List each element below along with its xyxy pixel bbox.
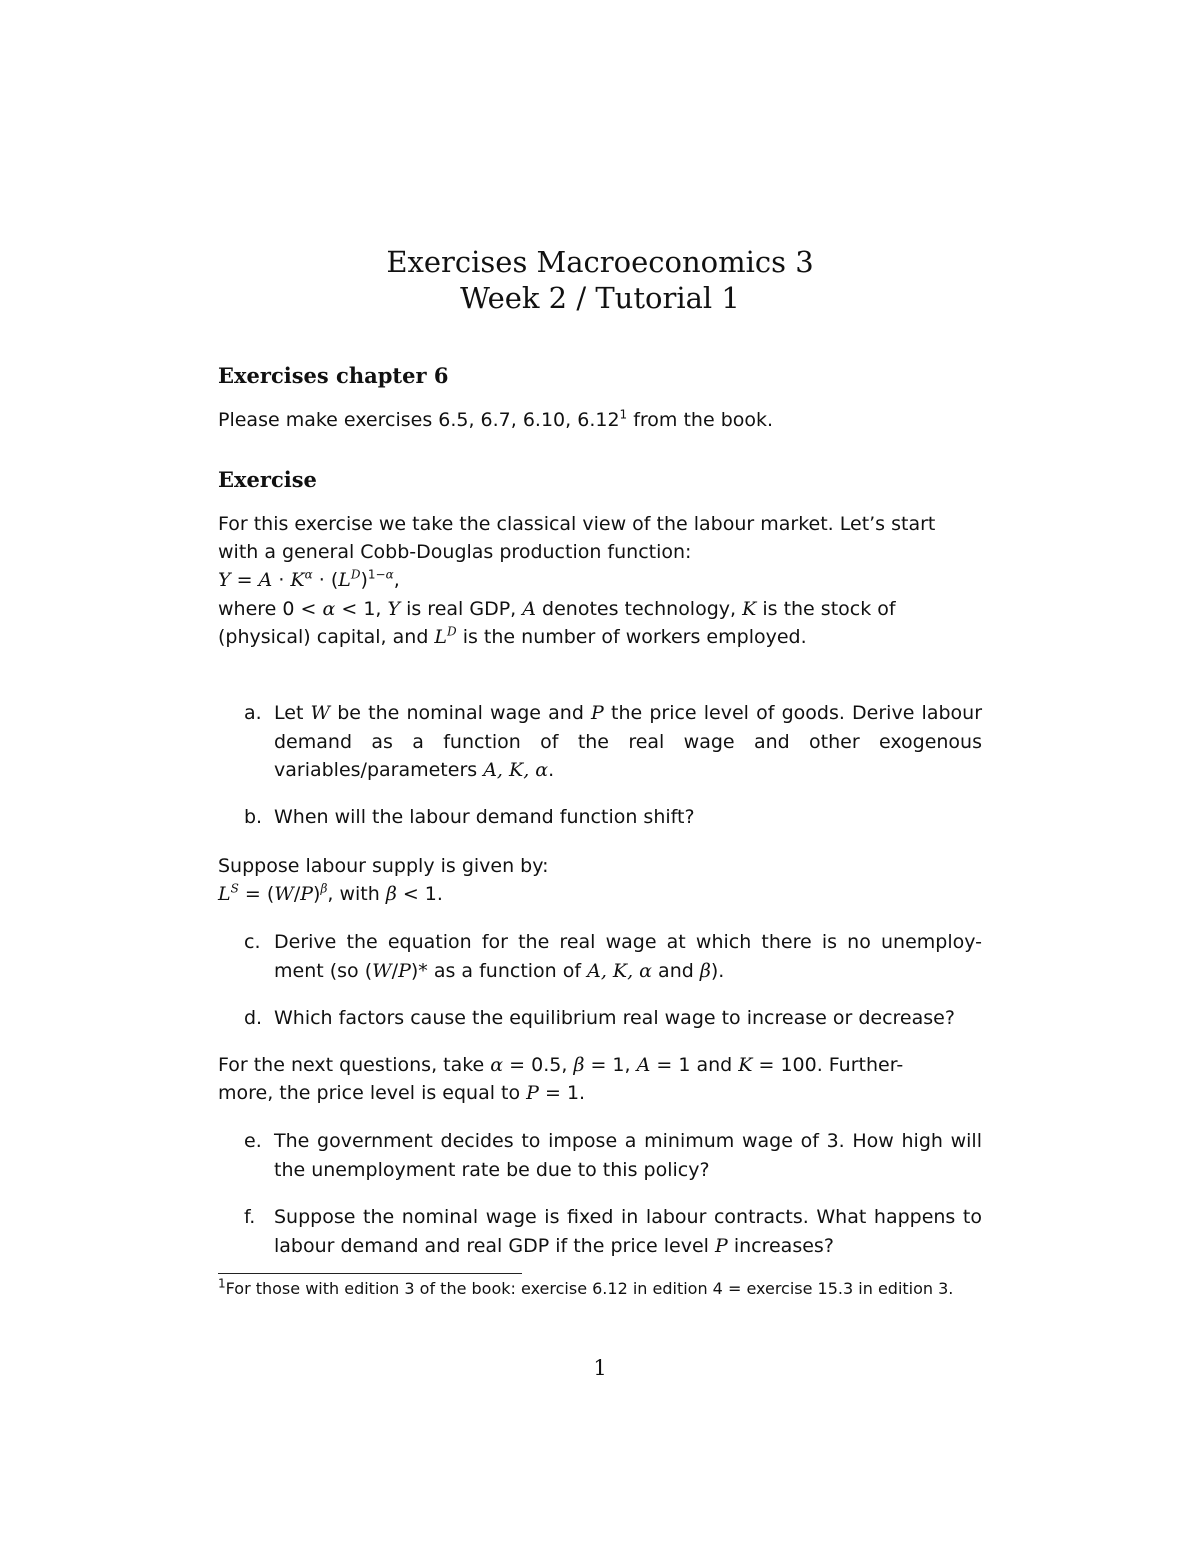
item-label-e: e.: [244, 1130, 262, 1152]
footnote-mark: 1: [218, 1276, 226, 1291]
question-a: Let W be the nominal wage and P the price level of goods. Derive labour demand as a function of the real wage and other exogenous variables/parameters A, K, α.: [274, 702, 983, 781]
parameter-values-line-1: For the next questions, take α = 0.5, β = 1, A = 1 and K = 100. Further-: [218, 1054, 904, 1076]
exercise-intro-line-2: with a general Cobb-Douglas production function:: [218, 541, 692, 563]
item-label-c: c.: [244, 931, 261, 953]
footnote: $^1$For those with edition 3 of the book: exercise 6.12 in edition 4 = exercise 15.3 in edition 3.: [218, 1276, 954, 1298]
item-label-a: a.: [244, 702, 262, 724]
section-heading-chapter-6: Exercises chapter 6: [218, 363, 449, 388]
exercise-intro-line-1: For this exercise we take the classical view of the labour market. Let’s start: [218, 513, 936, 535]
question-e: The government decides to impose a minimum wage of 3. How high will the unemployment rate be due to this policy?: [274, 1130, 982, 1181]
item-label-f: f.: [244, 1206, 256, 1228]
document-subtitle: Week 2 / Tutorial 1: [460, 281, 740, 315]
variable-definitions-line-1: where 0 < α < 1, Y is real GDP, A denotes technology, K is the stock of: [218, 598, 896, 620]
item-label-b: b.: [244, 806, 263, 828]
chapter-6-instructions: Please make exercises 6.5, 6.7, 6.10, 6.12$^1$ from the book.: [218, 407, 774, 431]
parameter-values-line-2: more, the price level is equal to P = 1.: [218, 1082, 586, 1104]
section-heading-exercise: Exercise: [218, 467, 317, 492]
labour-supply-intro: Suppose labour supply is given by:: [218, 855, 549, 877]
question-d: Which factors cause the equilibrium real wage to increase or decrease?: [274, 1007, 955, 1029]
question-c: Derive the equation for the real wage at which there is no unemploy-ment (so (W/P)* as a function of A, K, α and β).: [274, 931, 982, 982]
question-b: When will the labour demand function shift?: [274, 806, 695, 828]
page-number: 1: [593, 1356, 607, 1380]
document-title: Exercises Macroeconomics 3: [386, 245, 814, 279]
labour-supply-equation: $L^S = (W/P)^\beta$, with β < 1.: [218, 881, 443, 905]
footnote-divider: [218, 1273, 522, 1274]
footnote-reference: 1: [619, 407, 628, 422]
item-label-d: d.: [244, 1007, 263, 1029]
question-f: Suppose the nominal wage is fixed in labour contracts. What happens to labour demand and real GDP if the price level P increases?: [274, 1206, 982, 1257]
variable-definitions-line-2: (physical) capital, and $L^D$ is the number of workers employed.: [218, 624, 807, 648]
production-function-equation: $Y = A \cdot K^\alpha \cdot (L^D)^{1-\alpha}$,: [218, 567, 400, 591]
